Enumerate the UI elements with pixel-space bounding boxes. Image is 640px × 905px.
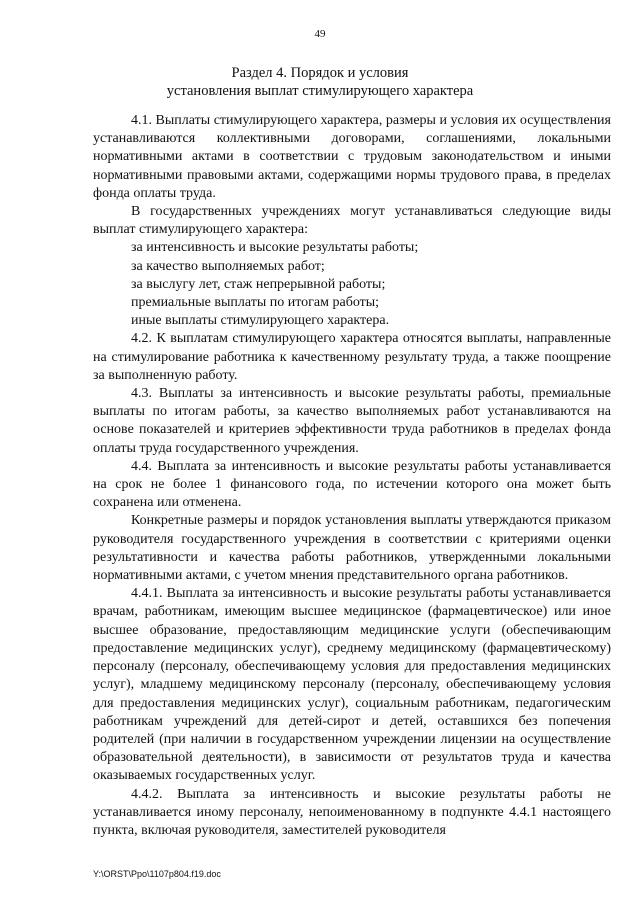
paragraph-4-4-1: 4.4.1. Выплата за интенсивность и высокие результаты работы устанавливается врачам, работникам, имеющим высшее медицинское (фармацевтическое) или иное высшее образование, предоставляющим медицинские услуги (обеспечивающим предоставление медицинских услуг), среднему медицинскому (фармацевтическому) персоналу (персоналу, обеспечивающему условия для предоставления медицинских услуг), младшему медицинскому персоналу (персоналу, обеспечивающему условия для предоставления медицинских услуг), социальным работникам, педагогическим работникам учреждений для детей-сирот и детей, оставшихся без попечения родителей (при наличии в государственном учреждении лицензии на осуществление образовательной деятельности), в зависимости от результатов труда и качества оказываемых государственных услуг. [93, 586, 611, 784]
paragraph-4-1: 4.1. Выплаты стимулирующего характера, размеры и условия их осуществления устанавливаются коллективными договорами, соглашениями, локальными нормативными актами в соответствии с трудовым законодательством и иными нормативными правовыми актами, содержащими нормы трудового права, в пределах фонда оплаты труда. [93, 113, 611, 201]
page-number: 49 [314, 28, 326, 40]
document-body [93, 112, 611, 840]
paragraph-4-4-order: Конкретные размеры и порядок установления выплаты утверждаются приказом руководителя государственного учреждения в соответствии с критериями оценки результативности и качества работы работников, утвержденными локальными нормативными актами, с учетом мнения представительного органа работников. [93, 513, 611, 584]
list-item: за интенсивность и высокие результаты работы; [131, 240, 419, 256]
section-title-line2: установления выплат стимулирующего характера [166, 83, 474, 99]
list-item: за качество выполняемых работ; [131, 258, 325, 274]
section-title-line1: Раздел 4. Порядок и условия [231, 65, 409, 81]
footer-file-path: Y:\ORST\Ppo\1107p804.f19.doc [93, 869, 221, 879]
paragraph-4-3: 4.3. Выплаты за интенсивность и высокие результаты работы, премиальные выплаты по итогам работы, за качество выполняемых работ устанавливаются на основе показателей и критериев эффективности труда работников в пределах фонда оплаты труда государственного учреждения. [93, 386, 611, 456]
list-item: премиальные выплаты по итогам работы; [131, 295, 380, 311]
paragraph-4-4-2: 4.4.2. Выплата за интенсивность и высокие результаты работы не устанавливается иному персоналу, непоименованному в подпункте 4.4.1 настоящего пункта, включая руководителя, заместителей руководителя [93, 786, 611, 838]
list-item: иные выплаты стимулирующего характера. [131, 313, 390, 329]
paragraph-4-1-kinds: В государственных учреждениях могут устанавливаться следующие виды выплат стимулирующего характера: [93, 204, 611, 238]
list-item: за выслугу лет, стаж непрерывной работы; [131, 276, 386, 292]
paragraph-4-4: 4.4. Выплата за интенсивность и высокие результаты работы устанавливается на срок не более 1 финансового года, по истечении которого она может быть сохранена или отменена. [93, 458, 611, 511]
section-title [0, 64, 640, 100]
paragraph-4-2: 4.2. К выплатам стимулирующего характера относятся выплаты, направленные на стимулирование работника к качественному результату труда, а также поощрение за выполненную работу. [93, 331, 611, 383]
